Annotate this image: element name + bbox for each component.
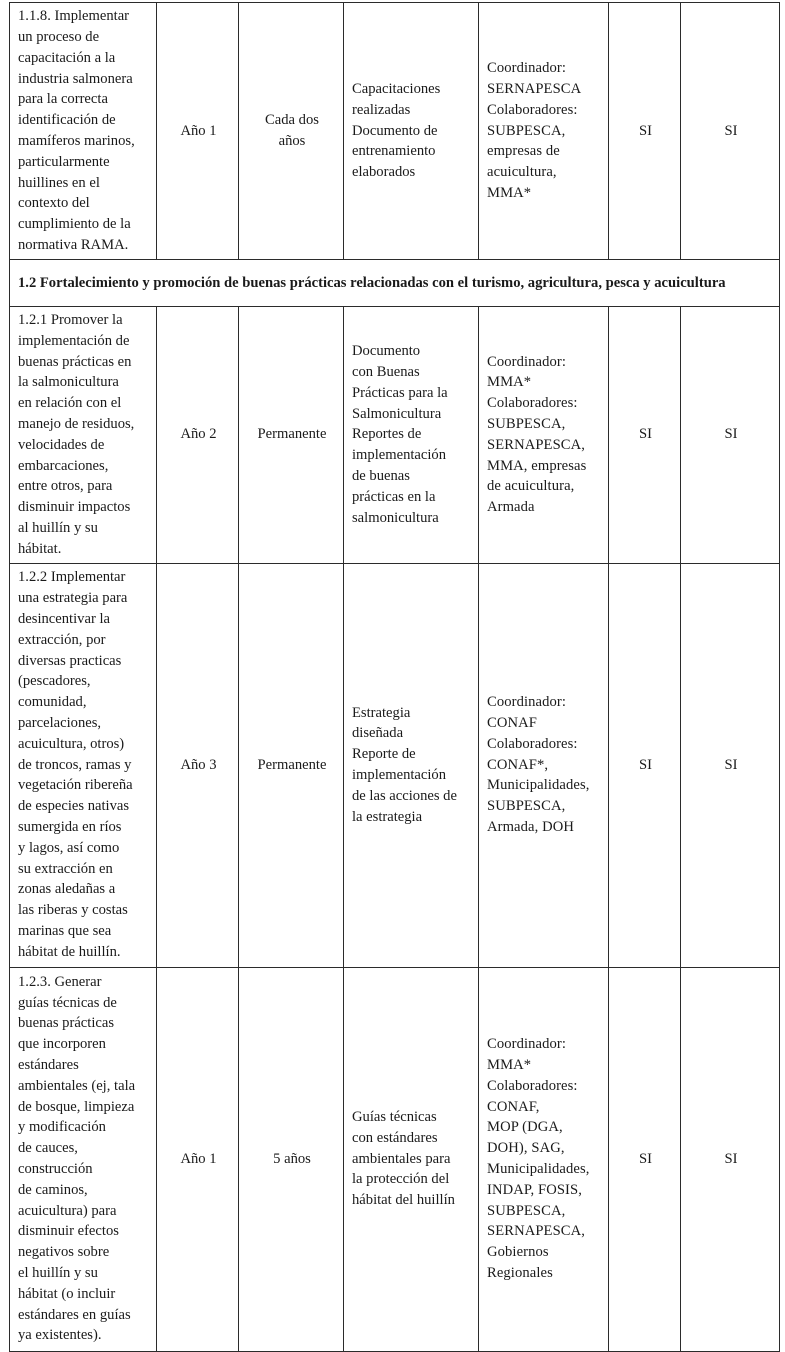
- cell-line: MMA*: [487, 1057, 532, 1074]
- cell-line: Reportes de: [352, 426, 422, 443]
- cell-line: y modificación: [18, 1119, 106, 1136]
- cell-line: capacitación a la: [18, 49, 116, 66]
- frequency-cell: [239, 967, 344, 1351]
- cell-line: Colaboradores:: [487, 1077, 578, 1094]
- cell-line: guías técnicas de: [18, 994, 117, 1011]
- cell-line: zonas aledañas a: [18, 881, 116, 898]
- table-row: [10, 563, 780, 967]
- cell-line: embarcaciones,: [18, 457, 109, 474]
- cell-line: marinas que sea: [18, 923, 112, 940]
- cell-line: hábitat del huillín: [352, 1192, 455, 1209]
- action-cell: [10, 563, 157, 967]
- cell-line: de especies nativas: [18, 798, 130, 815]
- cell-line: con Buenas: [352, 363, 420, 380]
- cell-line: mamíferos marinos,: [18, 133, 135, 149]
- cell-line: de caminos,: [18, 1181, 88, 1198]
- cell-line: 1.2.3. Generar: [18, 973, 102, 990]
- table-row: [10, 307, 780, 564]
- cell-line: SERNAPESCA,: [487, 1223, 586, 1240]
- cell-line: DOH), SAG,: [487, 1140, 565, 1157]
- cell-line: Colaboradores:: [487, 735, 578, 752]
- indicator-cell: [344, 967, 479, 1351]
- cell-line: de acuicultura,: [487, 478, 575, 495]
- cell-line: salmonicultura: [352, 509, 439, 526]
- indicator-cell: [344, 307, 479, 564]
- cell-line: diseñada: [352, 725, 404, 742]
- cell-line: de buenas: [352, 467, 410, 484]
- cell-line: negativos sobre: [18, 1244, 110, 1261]
- cell-line: SUBPESCA,: [487, 415, 566, 432]
- cell-line: Coordinador:: [487, 60, 567, 77]
- col-a-cell: SI: [609, 563, 681, 967]
- cell-line: en relación con el: [18, 395, 122, 412]
- cell-line: SERNAPESCA,: [487, 436, 586, 453]
- cell-line: Cada dos: [265, 112, 319, 129]
- cell-line: (pescadores,: [18, 673, 91, 690]
- cell-line: Coordinador:: [487, 694, 567, 711]
- cell-line: acuicultura) para: [18, 1202, 117, 1219]
- cell-line: el huillín y su: [18, 1265, 98, 1282]
- cell-line: industria salmonera: [18, 70, 133, 87]
- cell-line: Armada, DOH: [487, 819, 575, 836]
- cell-line: CONAF*,: [487, 756, 549, 773]
- indicator-cell: [344, 563, 479, 967]
- cell-line: y lagos, así como: [18, 839, 120, 856]
- cell-line: cumplimiento de la: [18, 216, 131, 233]
- cell-line: SUBPESCA,: [487, 798, 566, 815]
- cell-line: vegetación ribereña: [18, 777, 133, 794]
- cell-line: parcelaciones,: [18, 715, 102, 732]
- cell-line: al huillín y su: [18, 519, 98, 536]
- cell-line: Prácticas para la: [352, 384, 448, 401]
- cell-line: prácticas en la: [352, 488, 436, 505]
- cell-line: años: [278, 133, 306, 149]
- cell-line: entre otros, para: [18, 478, 113, 495]
- cell-line: la salmonicultura: [18, 374, 119, 391]
- cell-line: su extracción en: [18, 860, 113, 877]
- cell-line: 5 años: [273, 1150, 311, 1167]
- cell-line: Reporte de: [352, 746, 416, 763]
- cell-line: buenas prácticas: [18, 1015, 115, 1032]
- cell-line: 1.2.1 Promover la: [18, 312, 123, 328]
- cell-line: Municipalidades,: [487, 777, 590, 794]
- cell-line: Estrategia: [352, 704, 411, 721]
- col-b-cell: SI: [681, 307, 780, 564]
- action-plan-table: [9, 2, 780, 1352]
- frequency-cell: [239, 563, 344, 967]
- action-cell: [10, 967, 157, 1351]
- cell-line: ambientales (ej, tala: [18, 1077, 136, 1094]
- cell-line: Salmonicultura: [352, 405, 442, 422]
- cell-line: contexto del: [18, 195, 90, 212]
- action-cell: [10, 307, 157, 564]
- indicator-cell: [344, 3, 479, 260]
- cell-line: hábitat.: [18, 540, 62, 557]
- cell-line: buenas prácticas en: [18, 353, 132, 370]
- cell-line: Documento: [352, 343, 421, 360]
- cell-line: Capacitaciones: [352, 81, 441, 97]
- year-cell: Año 3: [157, 563, 239, 967]
- cell-line: sumergida en ríos: [18, 819, 122, 836]
- cell-line: estándares: [18, 1057, 79, 1074]
- cell-line: implementación: [352, 767, 447, 784]
- cell-line: la protección del: [352, 1171, 450, 1188]
- cell-line: Permanente: [257, 426, 327, 443]
- cell-line: Municipalidades,: [487, 1161, 590, 1178]
- table-body: [10, 3, 780, 1352]
- action-cell: [10, 3, 157, 260]
- cell-line: diversas practicas: [18, 652, 122, 669]
- cell-line: Guías técnicas: [352, 1109, 437, 1126]
- cell-line: un proceso de: [18, 29, 100, 46]
- cell-line: implementación: [352, 447, 447, 464]
- col-b-cell: SI: [681, 967, 780, 1351]
- cell-line: huillines en el: [18, 174, 100, 191]
- col-a-cell: SI: [609, 3, 681, 260]
- table-row: [10, 967, 780, 1351]
- col-a-cell: SI: [609, 307, 681, 564]
- cell-line: Gobiernos: [487, 1244, 549, 1261]
- cell-line: Documento de: [352, 122, 438, 139]
- responsible-cell: [479, 307, 609, 564]
- section-row: [10, 260, 780, 307]
- cell-line: implementación de: [18, 332, 130, 349]
- cell-line: de troncos, ramas y: [18, 756, 132, 773]
- cell-line: ya existentes).: [18, 1327, 102, 1344]
- cell-line: INDAP, FOSIS,: [487, 1181, 582, 1198]
- frequency-cell: [239, 307, 344, 564]
- cell-line: identificación de: [18, 112, 116, 129]
- cell-line: velocidades de: [18, 436, 105, 453]
- cell-line: Permanente: [257, 756, 327, 773]
- cell-line: SUBPESCA,: [487, 122, 566, 139]
- year-cell: Año 1: [157, 967, 239, 1351]
- cell-line: las riberas y costas: [18, 902, 128, 919]
- cell-line: particularmente: [18, 153, 110, 170]
- cell-line: hábitat (o incluir: [18, 1285, 116, 1302]
- responsible-cell: [479, 563, 609, 967]
- cell-line: disminuir impactos: [18, 499, 131, 516]
- year-cell: Año 2: [157, 307, 239, 564]
- col-a-cell: SI: [609, 967, 681, 1351]
- cell-line: entrenamiento: [352, 143, 436, 160]
- cell-line: construcción: [18, 1161, 93, 1178]
- cell-line: disminuir efectos: [18, 1223, 119, 1240]
- cell-line: desincentivar la: [18, 611, 110, 628]
- cell-line: Colaboradores:: [487, 395, 578, 412]
- cell-line: que incorporen: [18, 1036, 106, 1053]
- cell-line: Coordinador:: [487, 353, 567, 370]
- frequency-cell: [239, 3, 344, 260]
- cell-line: MMA*: [487, 374, 532, 391]
- cell-line: realizadas: [352, 101, 411, 118]
- cell-line: hábitat de huillín.: [18, 943, 121, 960]
- cell-line: Regionales: [487, 1265, 553, 1282]
- cell-line: empresas de: [487, 143, 560, 160]
- cell-line: MMA, empresas: [487, 457, 587, 474]
- year-cell: Año 1: [157, 3, 239, 260]
- cell-line: de las acciones de: [352, 787, 457, 804]
- cell-line: manejo de residuos,: [18, 415, 135, 432]
- cell-line: CONAF,: [487, 1098, 540, 1115]
- cell-line: una estrategia para: [18, 590, 128, 607]
- cell-line: Coordinador:: [487, 1036, 567, 1053]
- cell-line: estándares en guías: [18, 1306, 131, 1323]
- cell-line: 1.2.2 Implementar: [18, 569, 126, 586]
- cell-line: comunidad,: [18, 694, 87, 711]
- cell-line: elaborados: [352, 164, 416, 181]
- cell-line: extracción, por: [18, 631, 106, 648]
- cell-line: de cauces,: [18, 1140, 78, 1157]
- col-b-cell: SI: [681, 563, 780, 967]
- section-heading: 1.2 Fortalecimiento y promoción de buenas prácticas relacionadas con el turismo, agricultura, pesca y acuicultura: [10, 260, 780, 307]
- cell-line: ambientales para: [352, 1150, 451, 1167]
- col-b-cell: SI: [681, 3, 780, 260]
- cell-line: Colaboradores:: [487, 101, 578, 118]
- cell-line: SERNAPESCA: [487, 81, 582, 97]
- cell-line: 1.1.8. Implementar: [18, 8, 130, 25]
- responsible-cell: [479, 3, 609, 260]
- cell-line: MMA*: [487, 184, 532, 201]
- cell-line: normativa RAMA.: [18, 236, 129, 253]
- cell-line: CONAF: [487, 715, 537, 732]
- cell-line: SUBPESCA,: [487, 1202, 566, 1219]
- cell-line: con estándares: [352, 1129, 438, 1146]
- cell-line: de bosque, limpieza: [18, 1098, 135, 1115]
- cell-line: para la correcta: [18, 91, 108, 108]
- table-row: [10, 3, 780, 260]
- responsible-cell: [479, 967, 609, 1351]
- cell-line: acuicultura, otros): [18, 735, 125, 752]
- cell-line: acuicultura,: [487, 164, 557, 181]
- cell-line: la estrategia: [352, 808, 423, 825]
- cell-line: MOP (DGA,: [487, 1119, 563, 1136]
- cell-line: Armada: [487, 499, 535, 516]
